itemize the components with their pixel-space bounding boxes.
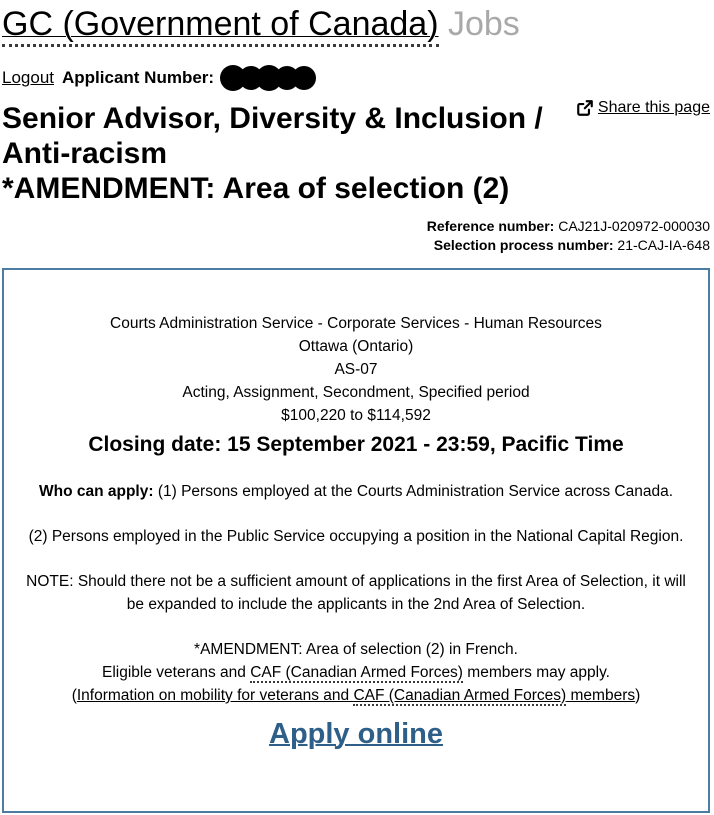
applicant-number-label: Applicant Number: [62,68,215,87]
gc-site-link[interactable]: GC (Government of Canada) [2,5,439,47]
amendment-line: *AMENDMENT: Area of selection (2) in French. [194,641,518,658]
closing-date: Closing date: 15 September 2021 - 23:59, Pacific Time [88,433,624,456]
selection-process-label: Selection process number: [433,237,614,253]
selection-process-value: 21-CAJ-IA-648 [617,237,710,253]
share-this-page-link[interactable] [576,99,710,117]
session-bar [2,65,710,91]
note-paragraph: NOTE: Should there not be a sufficient amount of applications in the first Area of Selection, it will be expanded to include the applicants in the 2nd Area of Selection. [26,573,686,613]
caf-abbr[interactable]: CAF (Canadian Armed Forces) [353,687,567,704]
reference-number-row [2,217,710,236]
applicant-number-redacted [220,65,316,91]
veterans-prefix: Eligible veterans and [101,664,251,681]
reference-number-value: CAJ21J-020972-000030 [558,218,710,234]
reference-number-label: Reference number: [426,218,555,234]
mobility-link-suffix: members [566,687,636,704]
mobility-link-prefix: Information on mobility for veterans and [76,687,354,704]
caf-abbr: CAF (Canadian Armed Forces) [250,664,463,681]
tenure-line: Acting, Assignment, Secondment, Specified period [182,384,530,401]
selection-process-row [2,236,710,255]
apply-online-wrap [20,718,692,750]
site-title-jobs: Jobs [447,5,520,43]
mobility-line [20,684,692,707]
organization-line: Courts Administration Service - Corporate Services - Human Resources [110,315,602,332]
reference-block [2,217,710,255]
salary-line: $100,220 to $114,592 [281,407,431,424]
veterans-suffix: members may apply. [462,664,610,681]
veterans-mobility-link[interactable] [77,687,635,706]
share-this-page-label: Share this page [597,99,710,116]
classification-line: AS-07 [334,361,378,378]
who-can-apply-text: (1) Persons employed at the Courts Administration Service across Canada. [153,483,674,500]
who-can-apply-label: Who can apply: [38,483,154,500]
location-line: Ottawa (Ontario) [298,338,414,355]
logout-link[interactable]: Logout [2,68,54,87]
mobility-open-paren: ( [71,687,77,704]
amendment-paragraph [20,638,692,707]
mobility-close-paren: ) [635,687,641,704]
job-posting-box [2,268,710,813]
job-title-main: Senior Advisor, Diversity & Inclusion / Anti-racism [2,102,543,170]
job-title-amendment: *AMENDMENT: Area of selection (2) [2,172,510,205]
area-of-selection-2-paragraph: (2) Persons employed in the Public Service occupying a position in the National Capital Region. [28,528,684,545]
share-icon [576,99,594,117]
who-can-apply-paragraph [20,480,692,503]
site-title [2,4,710,44]
apply-online-link[interactable]: Apply online [269,718,443,750]
redaction-dot [292,66,316,90]
veterans-line [20,661,692,684]
